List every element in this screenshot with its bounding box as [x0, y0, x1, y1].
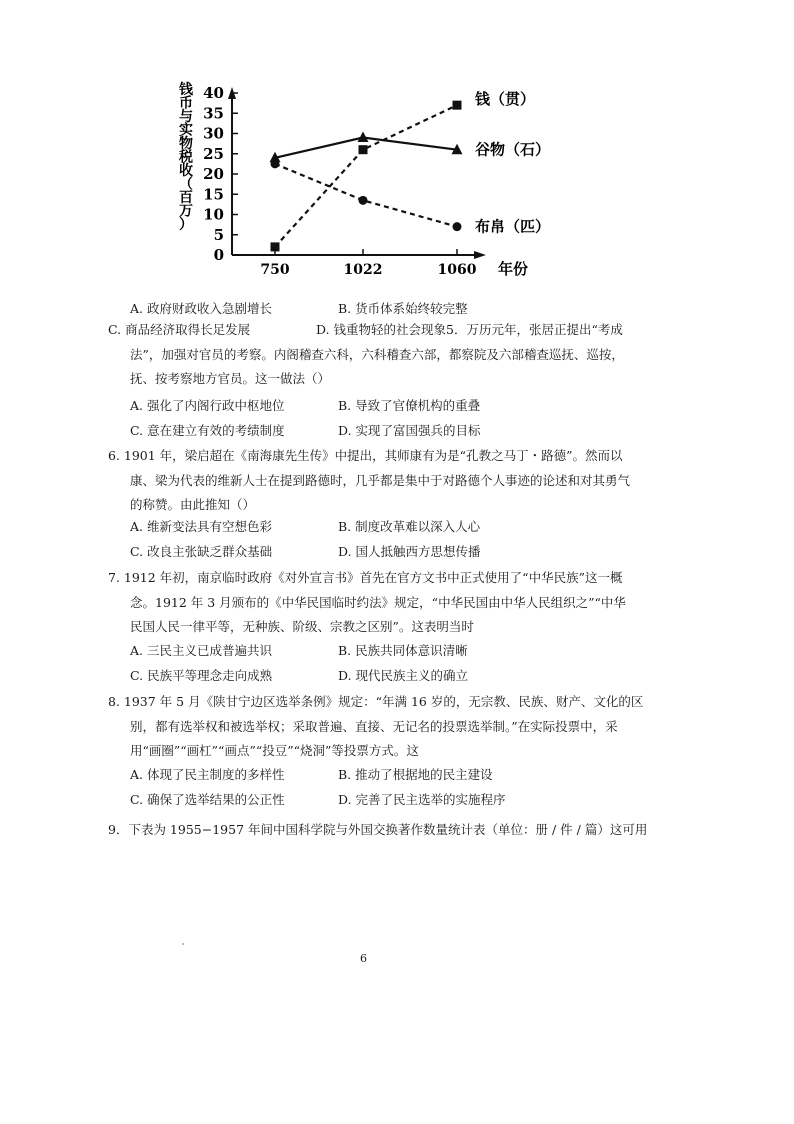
y-axis-label-char: 税	[179, 149, 193, 166]
tax-revenue-line-chart	[170, 66, 550, 288]
y-tick-label: 30	[203, 124, 224, 143]
q6-options-row-2	[130, 543, 481, 561]
q4-option-c[interactable]: C. 商品经济取得长足发展	[108, 322, 251, 337]
y-axis-label	[178, 81, 194, 233]
question-5	[108, 318, 636, 392]
q5-option-c[interactable]: C. 意在建立有效的考绩制度	[130, 423, 285, 438]
q8-options-row-1	[130, 766, 493, 784]
q7-option-d[interactable]: D. 现代民族主义的确立	[338, 668, 469, 683]
q6-stem-line-3: 的称赞。由此推知（）	[130, 497, 256, 512]
q5-options-row-1	[130, 397, 480, 415]
q5-option-b[interactable]: B. 导致了官僚机构的重叠	[338, 398, 481, 413]
q8-stem-line-3: 用“画圈”“画杠”“画点”“投豆”“烧洞”等投票方式。这	[130, 743, 419, 758]
y-tick-label: 40	[203, 84, 224, 102]
x-axis-arrow	[474, 251, 486, 259]
y-axis-label-char: 万	[179, 203, 193, 220]
q6-options-row-1	[130, 518, 480, 536]
question-8	[108, 690, 644, 764]
q6-option-c[interactable]: C. 改良主张缺乏群众基础	[130, 544, 273, 559]
question-9-stem: 9．下表为 1955−1957 年间中国科学院与外国交换著作数量统计表（单位：册 / 件 / 篇）这可用	[108, 822, 648, 837]
q4-option-b[interactable]: B. 货币体系始终较完整	[338, 301, 468, 316]
question-7	[108, 566, 636, 640]
q7-option-a[interactable]: A. 三民主义已成普遍共识	[130, 643, 272, 658]
q7-stem-line-2: 念。1912 年 3 月颁布的《中华民国临时约法》规定，“中华民国由中华人民组织之”“中华	[130, 594, 626, 610]
q7-option-c[interactable]: C. 民族平等理念走向成熟	[130, 668, 273, 683]
q6-stem-line-2: 康、梁为代表的维新人士在提到路德时，几乎都是集中于对路德个人事迹的论述和对其勇气	[130, 472, 631, 488]
q8-options-row-2	[130, 791, 506, 809]
q4-options-row-1	[130, 300, 468, 318]
y-tick-label: 5	[213, 225, 224, 244]
q6-option-b[interactable]: B. 制度改革难以深入人心	[338, 519, 481, 534]
data-point-square	[453, 101, 462, 110]
x-tick-label: 1022	[343, 262, 383, 278]
data-point-triangle	[358, 132, 369, 143]
y-tick-label: 15	[203, 185, 224, 204]
q5-options-row-2	[130, 422, 481, 440]
y-tick-label: 35	[203, 104, 224, 123]
y-axis-label-char: 币	[179, 95, 193, 112]
q4-option-d[interactable]: D. 钱重物轻的社会现象	[316, 322, 447, 337]
page-number: 6	[360, 952, 367, 965]
q5-stem-line-2: 法”，加强对官员的考察。内阁稽查六科，六科稽查六部，都察院及六部稽查巡抚、巡按，	[130, 346, 624, 362]
q6-stem-line-1: 6. 1901 年，梁启超在《南海康先生传》中提出，其师康有为是“孔教之马丁・路德”。然而以	[108, 448, 623, 463]
chart-series	[270, 90, 551, 251]
data-point-square	[359, 145, 368, 154]
question-6	[108, 444, 636, 518]
scan-speck	[182, 943, 184, 945]
data-point-circle	[359, 196, 368, 205]
y-axis-label-char: 百	[179, 190, 193, 206]
q8-stem-line-1: 8. 1937 年 5 月《陕甘宁边区选举条例》规定：“年满 16 岁的，无宗教、民族、财产、文化的区	[108, 694, 644, 709]
x-tick-label: 1060	[437, 262, 477, 278]
q7-stem-line-3: 民国人民一律平等，无种族、阶级、宗教之区别”。这表明当时	[130, 619, 474, 634]
q5-option-d[interactable]: D. 实现了富国强兵的目标	[338, 423, 481, 438]
x-tick-labels	[260, 249, 476, 278]
q7-options-row-1	[130, 642, 468, 660]
data-point-circle	[271, 159, 280, 168]
q6-option-a[interactable]: A. 维新变法具有空想色彩	[130, 519, 272, 534]
q8-option-a[interactable]: A. 体现了民主制度的多样性	[130, 767, 285, 782]
q5-option-a[interactable]: A. 强化了内阁行政中枢地位	[130, 398, 285, 413]
y-axis-label-char: 实	[179, 122, 193, 139]
series-label: 布帛（匹）	[475, 217, 550, 236]
q6-option-d[interactable]: D. 国人抵触西方思想传播	[338, 544, 481, 559]
x-tick-label: 750	[260, 262, 290, 278]
q7-option-b[interactable]: B. 民族共同体意识清晰	[338, 643, 468, 658]
chart-axes	[228, 87, 486, 259]
q5-stem-line-3: 抚、按考察地方官员。这一做法（）	[130, 371, 331, 386]
y-axis-label-char: 钱	[179, 82, 193, 98]
q5-stem-line-1: 5．万历元年，张居正提出“考成	[446, 322, 623, 337]
y-axis-label-char: 与	[179, 109, 193, 125]
q8-stem-line-2: 别，都有选举权和被选举权；采取普遍、直接、无记名的投票选举制。”在实际投票中，采	[130, 718, 618, 734]
y-tick-label: 0	[213, 246, 224, 264]
q8-option-b[interactable]: B. 推动了根据地的民主建设	[338, 767, 493, 782]
y-axis-label-char: ）	[179, 217, 193, 233]
y-axis-label-char: （	[179, 176, 193, 193]
q8-option-c[interactable]: C. 确保了选举结果的公正性	[130, 792, 285, 807]
data-point-circle	[453, 222, 462, 231]
y-axis-label-char: 收	[179, 163, 193, 179]
q7-stem-line-1: 7. 1912 年初，南京临时政府《对外宣言书》首先在官方文书中正式使用了“中华民族”这一概	[108, 570, 623, 585]
x-axis-label: 年份	[498, 260, 529, 278]
y-axis-label-char: 物	[179, 136, 193, 152]
data-point-square	[271, 242, 280, 251]
series-label: 谷物（石）	[475, 140, 550, 159]
y-tick-label: 20	[203, 165, 224, 183]
q8-option-d[interactable]: D. 完善了民主选举的实施程序	[338, 792, 506, 807]
y-tick-label: 10	[203, 205, 224, 224]
series-label: 钱（贯）	[475, 90, 536, 109]
q7-options-row-2	[130, 667, 468, 685]
y-tick-label: 25	[203, 144, 224, 163]
q4-option-a[interactable]: A. 政府财政收入急剧增长	[130, 301, 272, 316]
